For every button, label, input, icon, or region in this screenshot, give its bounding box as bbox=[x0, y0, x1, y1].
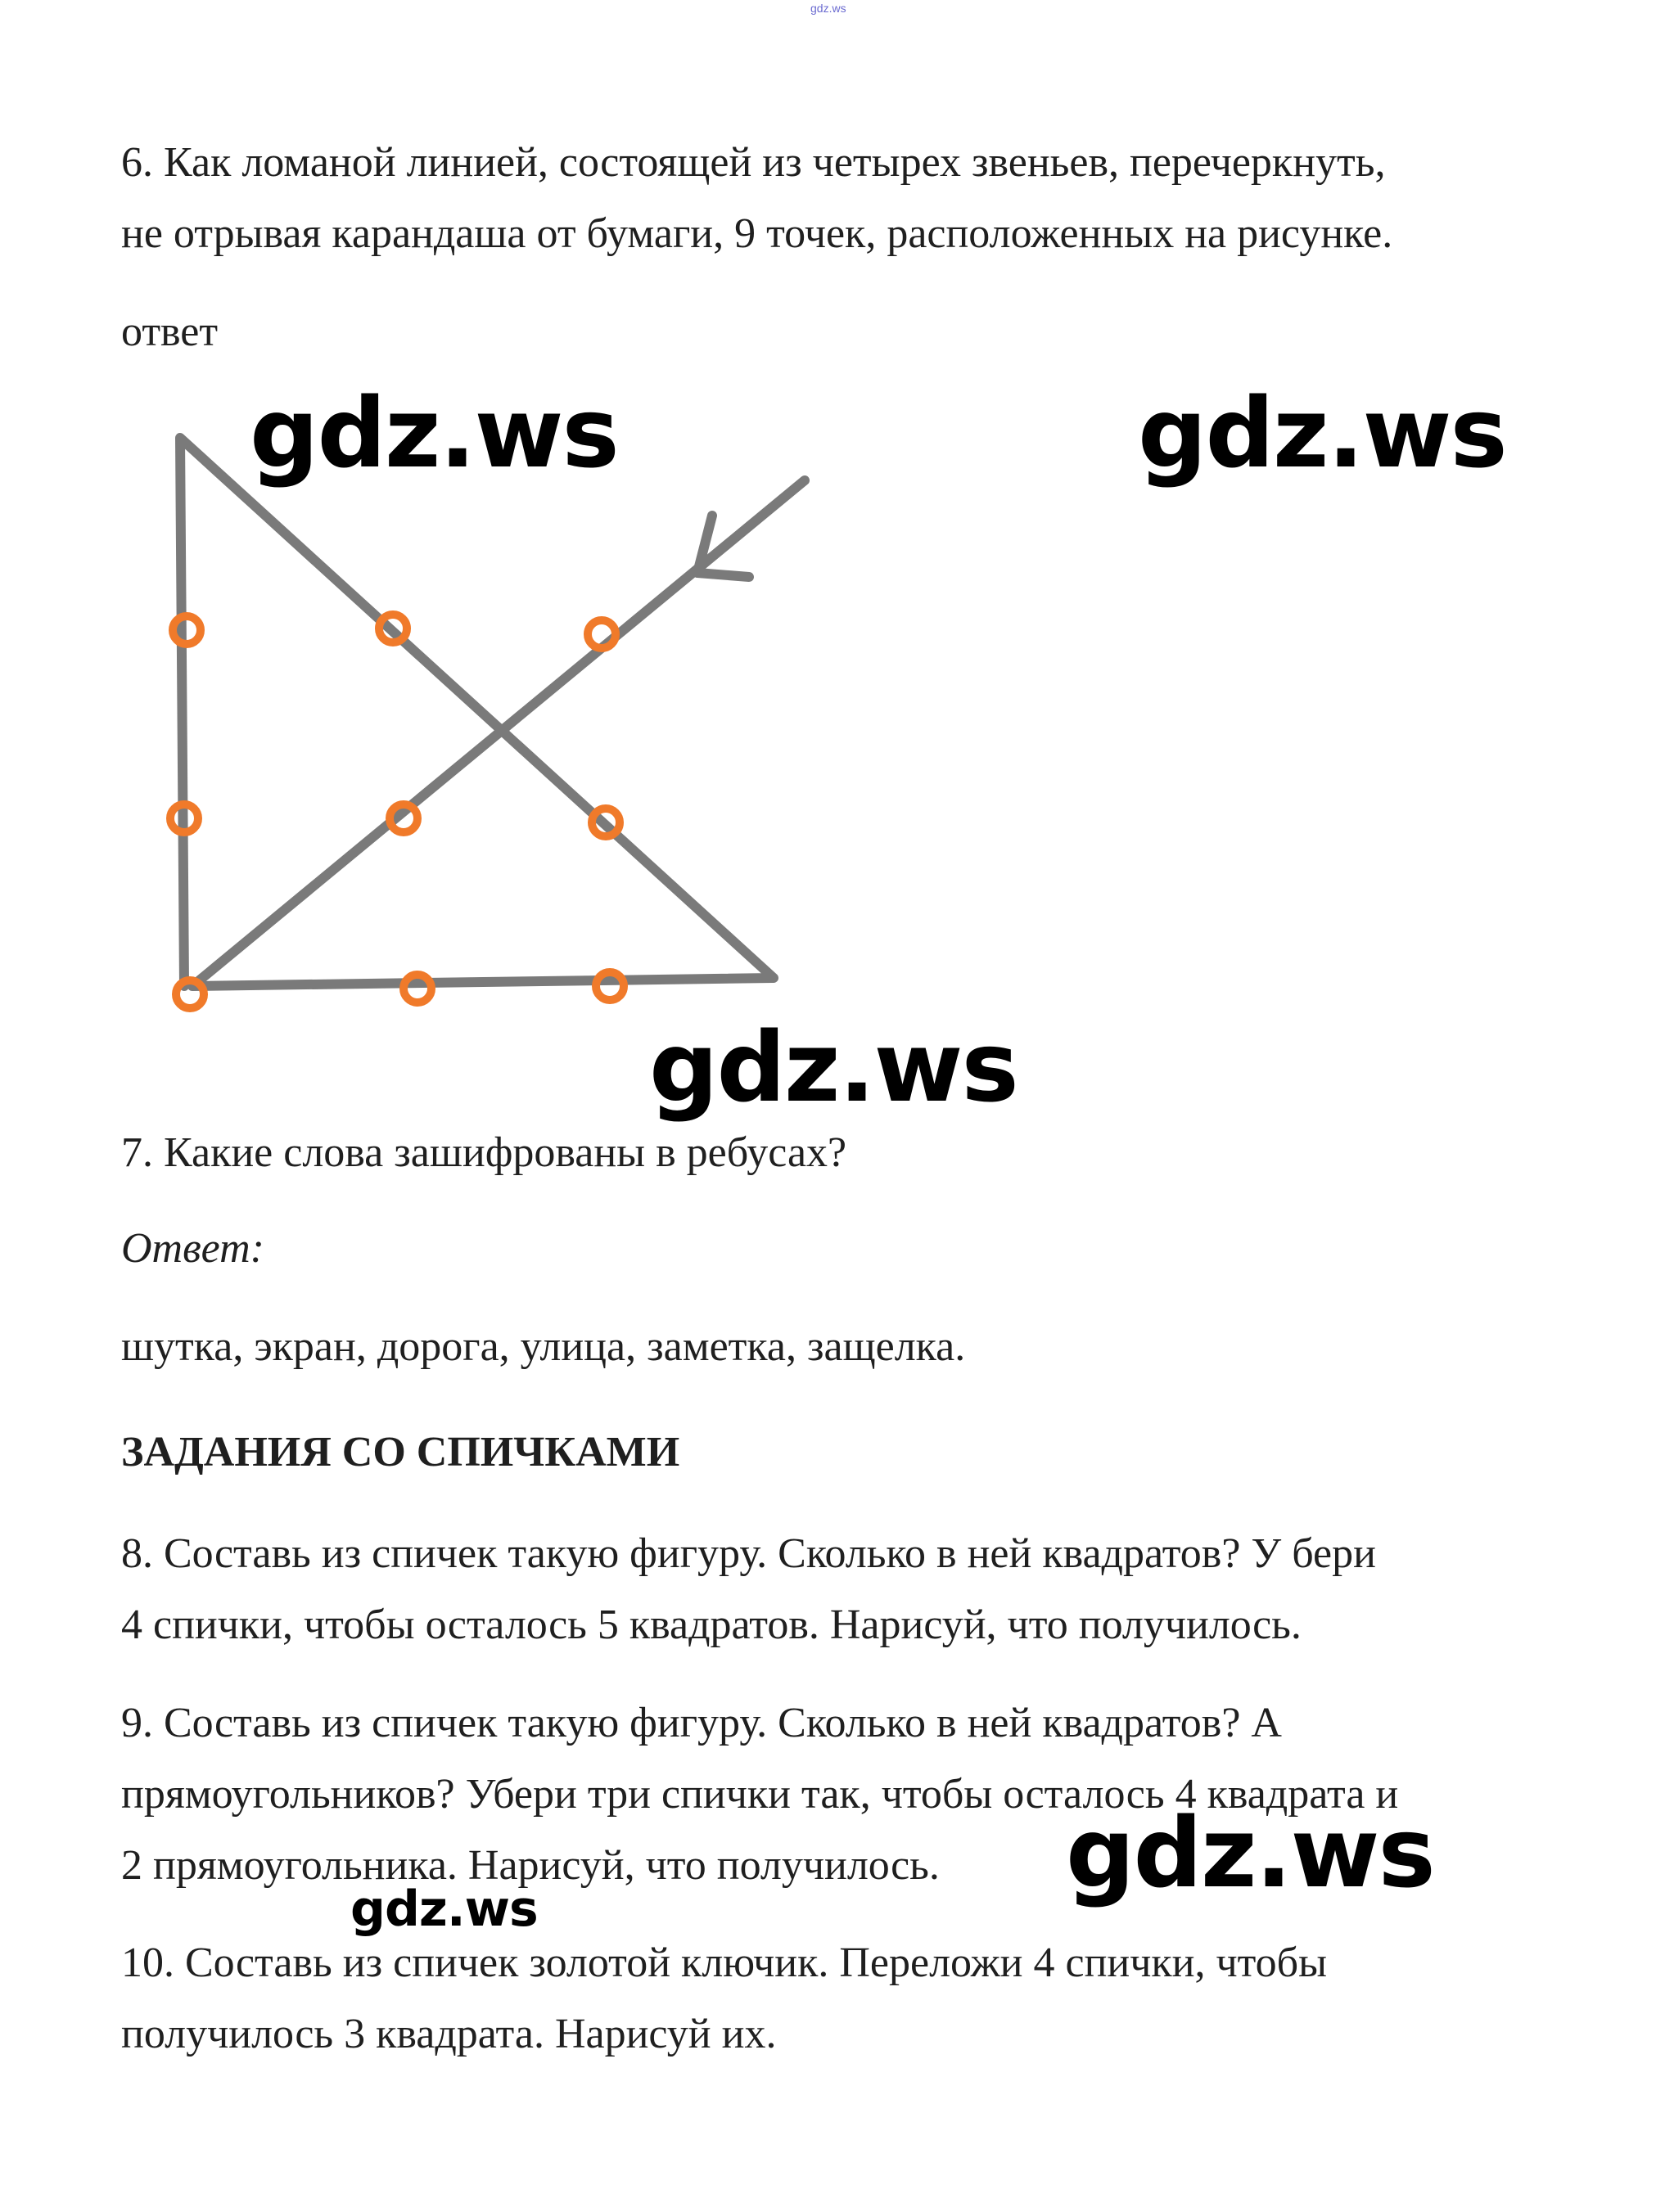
task8-line1: 8. Составь из спичек такую фигуру. Сколько в ней квадратов? У бери bbox=[121, 1530, 1376, 1577]
nine-dots-figure bbox=[147, 409, 819, 1031]
watermark-2: gdz.ws bbox=[1138, 376, 1506, 489]
watermark-5: gdz.ws bbox=[350, 1881, 538, 1938]
task6-line2: не отрывая карандаша от бумаги, 9 точек, расположенных на рисунке. bbox=[121, 210, 1393, 257]
watermark-4: gdz.ws bbox=[1066, 1796, 1434, 1909]
task9-line1: 9. Составь из спичек такую фигуру. Сколько в ней квадратов? А bbox=[121, 1700, 1282, 1746]
task9-line2: прямоугольников? Убери три спички так, чтобы осталось 4 квадрата и bbox=[121, 1771, 1399, 1818]
watermark-1: gdz.ws bbox=[250, 376, 618, 489]
arrow-barb-2 bbox=[697, 573, 749, 577]
solution-polyline bbox=[180, 438, 805, 986]
header-site-mark: gdz.ws bbox=[810, 2, 846, 15]
task6-answer-label: ответ bbox=[121, 309, 219, 355]
task7-line1: 7. Какие слова зашифрованы в ребусах? bbox=[121, 1129, 847, 1176]
task10-line1: 10. Составь из спичек золотой ключик. Переложи 4 спички, чтобы bbox=[121, 1939, 1328, 1986]
task6-line1: 6. Как ломаной линией, состоящей из четырех звеньев, перечеркнуть, bbox=[121, 139, 1386, 186]
task10-line2: получилось 3 квадрата. Нарисуй их. bbox=[121, 2011, 777, 2057]
task7-answer-label: Ответ: bbox=[121, 1225, 264, 1272]
task8-line2: 4 спички, чтобы осталось 5 квадратов. Нарисуй, что получилось. bbox=[121, 1602, 1302, 1648]
task9-line3: 2 прямоугольника. Нарисуй, что получилось. bbox=[121, 1842, 940, 1889]
watermark-3: gdz.ws bbox=[649, 1011, 1018, 1124]
task7-answer-text: шутка, экран, дорога, улица, заметка, защелка. bbox=[121, 1323, 966, 1370]
section-heading: ЗАДАНИЯ СО СПИЧКАМИ bbox=[121, 1429, 680, 1475]
